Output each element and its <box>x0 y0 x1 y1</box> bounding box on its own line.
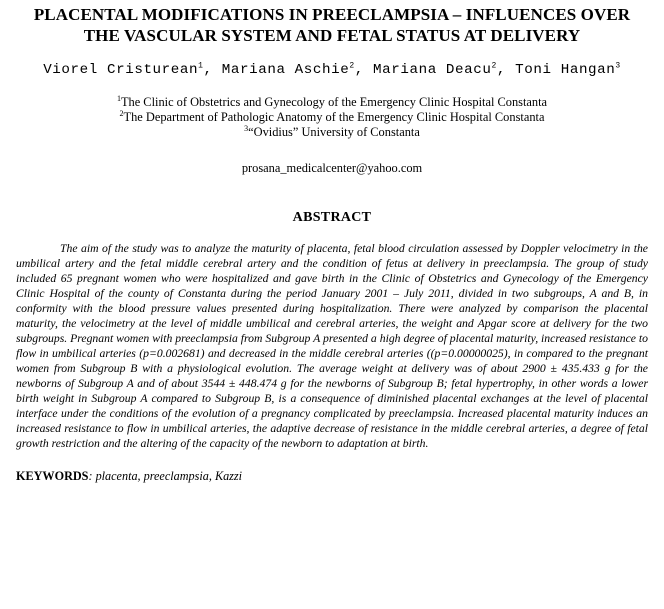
author-affiliation-mark: 3 <box>615 61 621 71</box>
affiliation-mark: 3 <box>244 123 249 133</box>
author-affiliation-mark: 2 <box>491 61 497 71</box>
affiliation-text: The Clinic of Obstetrics and Gynecology of the Emergency Clinic Hospital Constanta <box>120 95 548 109</box>
abstract-heading: ABSTRACT <box>292 210 372 225</box>
author-separator: , <box>203 62 222 78</box>
keywords-label: KEYWORDS <box>16 469 89 483</box>
author-affiliation-mark: 1 <box>198 61 204 71</box>
contact-email: prosana_medicalcenter@yahoo.com <box>241 161 423 175</box>
author <box>373 62 515 78</box>
author <box>515 62 621 78</box>
affiliation-text: “Ovidius” University of Constanta <box>248 125 420 139</box>
affiliation <box>16 95 648 110</box>
keywords-separator: : <box>88 469 96 483</box>
author-affiliation-mark: 2 <box>349 61 355 71</box>
author-name: Viorel Cristurean <box>43 62 199 78</box>
affiliation <box>16 110 648 125</box>
affiliation-list <box>16 95 648 140</box>
author-separator: , <box>496 62 516 78</box>
author <box>222 62 373 78</box>
author-name: Toni Hangan <box>515 62 616 78</box>
keywords-line <box>16 469 648 484</box>
affiliation-text: The Department of Pathologic Anatomy of the Emergency Clinic Hospital Constanta <box>123 110 545 124</box>
author-list <box>16 62 648 79</box>
keywords-list: placenta, preeclampsia, Kazzi <box>95 469 243 483</box>
affiliation <box>16 125 648 140</box>
affiliation-mark: 1 <box>116 93 121 103</box>
author <box>43 62 222 78</box>
paper-title: PLACENTAL MODIFICATIONS IN PREECLAMPSIA – INFLUENCES OVER THE VASCULAR SYSTEM AND FETAL STATUS AT DELIVERY <box>33 5 631 45</box>
author-separator: , <box>354 62 374 78</box>
abstract-body: The aim of the study was to analyze the maturity of placenta, fetal blood circulation assessed by Doppler velocimetry in the umbilical artery and the fetal middle cerebral artery and the condition of fetus at delivery in preeclampsia. The group of study included 65 pregnant women who were hospitalized and gave birth in the Clinic of Obstetrics and Gynecology of the Emergency Clinic Hospital of the county of Constanta during the period January 2001 – July 2011, divided in two subgroups, A and B, in conformity with the blood pressure values presented during hospitalization. There were analyzed by comparison the placental maturity, the velocimetry at the level of middle umbilical and cerebral arteries, the weight and Apgar score at delivery for the two subgroups. Pregnant women with preeclampsia from Subgroup A presented a high degree of placental maturity, increased resistance to flow in umbilical arteries (p=0.002681) and decreased in the middle cerebral arteries ((p=0.00000025), in compared to the pregnant women from Subgroup B with a physiological evolution. The average weight at delivery was of about 2900 ± 435.433 g for the newborns of Subgroup A and of about 3544 ± 448.474 g for the newborns of Subgroup B; fetal hypertrophy, in other words a lower birth weight in Subgroup A compared to Subgroup B, is a consequence of diminished placental exchanges at the level of placental interface under the conditions of the evolution of a pregnancy complicated by preeclampsia. Increased placental maturity induces an increased resistance to flow in umbilical arteries, the adaptive decrease of resistance in the middle cerebral arteries, a degree of fetal growth restriction and the altering of the capacity of the newborn to adaptation at birth. <box>16 242 648 450</box>
author-name: Mariana Deacu <box>373 62 492 78</box>
affiliation-mark: 2 <box>119 108 124 118</box>
author-name: Mariana Aschie <box>221 62 350 78</box>
